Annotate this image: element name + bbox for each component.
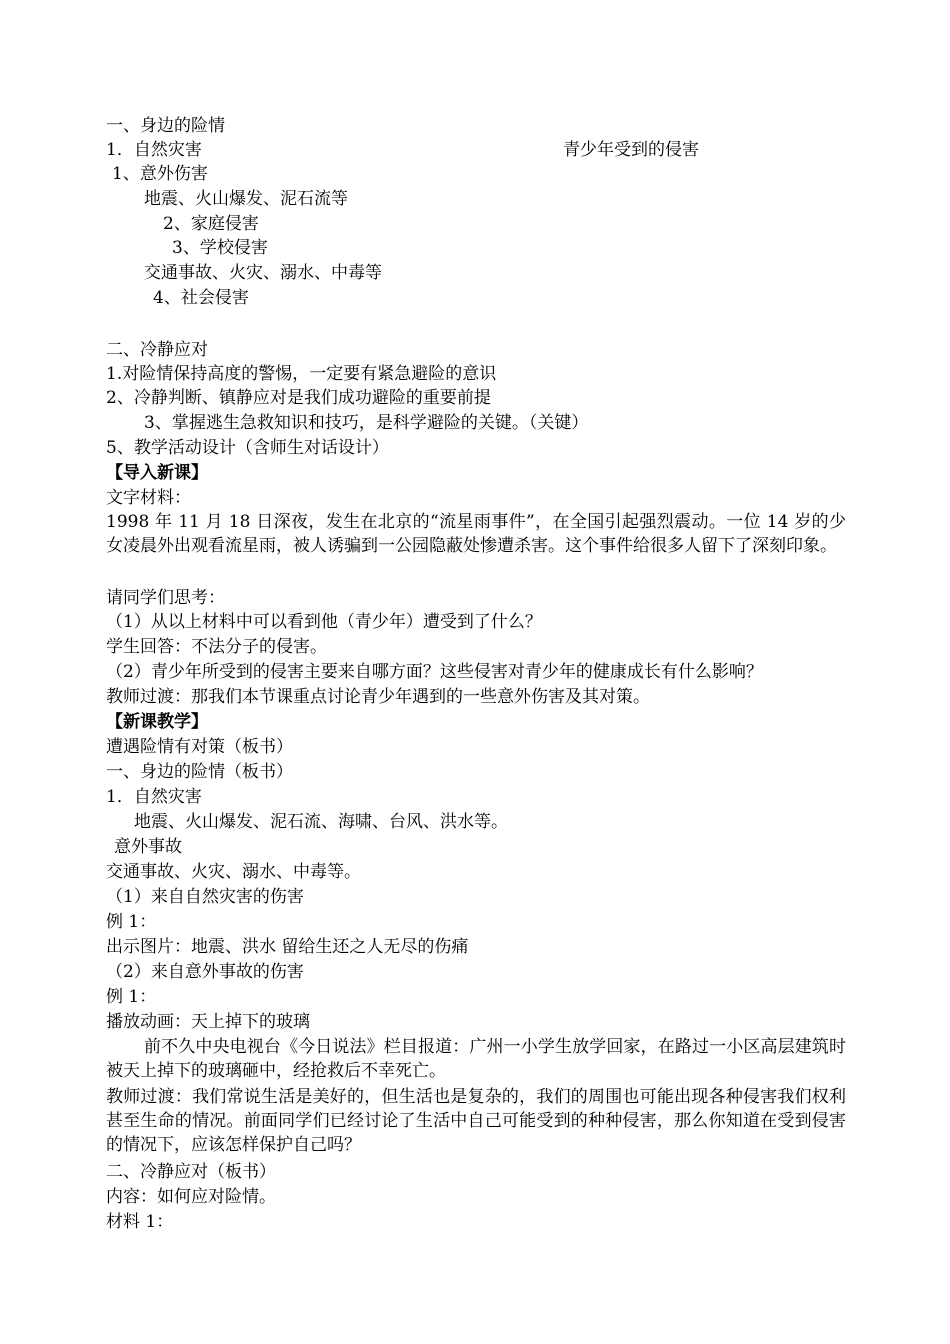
design-heading: 5、教学活动设计（含师生对话设计） <box>106 438 389 458</box>
item-society-harm: 4、社会侵害 <box>153 288 249 308</box>
think-prompt: 请同学们思考： <box>106 588 225 608</box>
intro-title: 【导入新课】 <box>106 463 208 483</box>
response-point-2: 2、冷静判断、镇静应对是我们成功避险的重要前提 <box>106 388 491 408</box>
board-natural-examples: 地震、火山爆发、泥石流、海啸、台风、洪水等。 <box>134 812 508 832</box>
question-2: （2）青少年所受到的侵害主要来自哪方面？这些侵害对青少年的健康成长有什么影响？ <box>106 662 763 682</box>
example-1-accident: 例 1： <box>106 987 157 1007</box>
response-point-3: 3、掌握逃生急救知识和技巧，是科学避险的关键。（关键） <box>144 413 589 433</box>
text-material-label: 文字材料： <box>106 488 191 508</box>
board-heading-2: 二、冷静应对（板书） <box>106 1162 276 1182</box>
new-lesson-title: 【新课教学】 <box>106 712 208 732</box>
content-line: 内容：如何应对险情。 <box>106 1187 276 1207</box>
response-point-1: 1.对险情保持高度的警惕，一定要有紧急避险的意识 <box>106 364 497 384</box>
item-school-harm: 3、学校侵害 <box>172 238 268 258</box>
teacher-transition-1: 教师过渡：那我们本节课重点讨论青少年遇到的一些意外伤害及其对策。 <box>106 687 650 707</box>
natural-examples: 地震、火山爆发、泥石流等 <box>144 189 348 209</box>
item-accidental-injury: 1、意外伤害 <box>112 164 208 184</box>
board-heading-1: 一、身边的险情（板书） <box>106 762 293 782</box>
accident-examples: 交通事故、火灾、溺水、中毒等 <box>144 263 382 283</box>
board-accident: 意外事故 <box>114 837 182 857</box>
title-youth-harm: 青少年受到的侵害 <box>563 140 699 160</box>
item-family-harm: 2、家庭侵害 <box>163 214 259 234</box>
teacher-transition-2: 教师过渡：我们常说生活是美好的，但生活也是复杂的，我们的周围也可能出现各种侵害我们权利甚至生命的情况。前面同学们已经讨论了生活中自己可能受到的种种侵害，那么你知道在受到侵害的情况下，应该怎样保护自己吗？ <box>106 1087 846 1155</box>
item-natural-disaster: 1．自然灾害 <box>106 140 202 160</box>
answer-1: 学生回答：不法分子的侵害。 <box>106 637 327 657</box>
heading-calm-response: 二、冷静应对 <box>106 340 208 360</box>
board-accident-examples: 交通事故、火灾、溺水、中毒等。 <box>106 862 361 882</box>
board-title: 遭遇险情有对策（板书） <box>106 737 293 757</box>
material-1-label: 材料 1： <box>106 1212 174 1232</box>
play-animation: 播放动画：天上掉下的玻璃 <box>106 1012 310 1032</box>
board-item-natural: 1．自然灾害 <box>106 787 202 807</box>
example-1-natural: 例 1： <box>106 912 157 932</box>
heading-nearby-danger: 一、身边的险情 <box>106 116 225 136</box>
sub-natural-harm: （1）来自自然灾害的伤害 <box>106 887 304 907</box>
sub-accident-harm: （2）来自意外事故的伤害 <box>106 962 304 982</box>
show-picture: 出示图片：地震、洪水 留给生还之人无尽的伤痛 <box>106 937 469 957</box>
question-1: （1）从以上材料中可以看到他（青少年）遭受到了什么？ <box>106 612 542 632</box>
news-paragraph: 前不久中央电视台《今日说法》栏目报道：广州一小学生放学回家，在路过一小区高层建筑时被天上掉下的玻璃砸中，经抢救后不幸死亡。 <box>106 1037 846 1081</box>
story-paragraph: 1998 年 11 月 18 日深夜，发生在北京的“流星雨事件”，在全国引起强烈震动。一位 14 岁的少女凌晨外出观看流星雨，被人诱骗到一公园隐蔽处惨遭杀害。这个事件给很多人留下了深刻印象。 <box>106 512 846 556</box>
